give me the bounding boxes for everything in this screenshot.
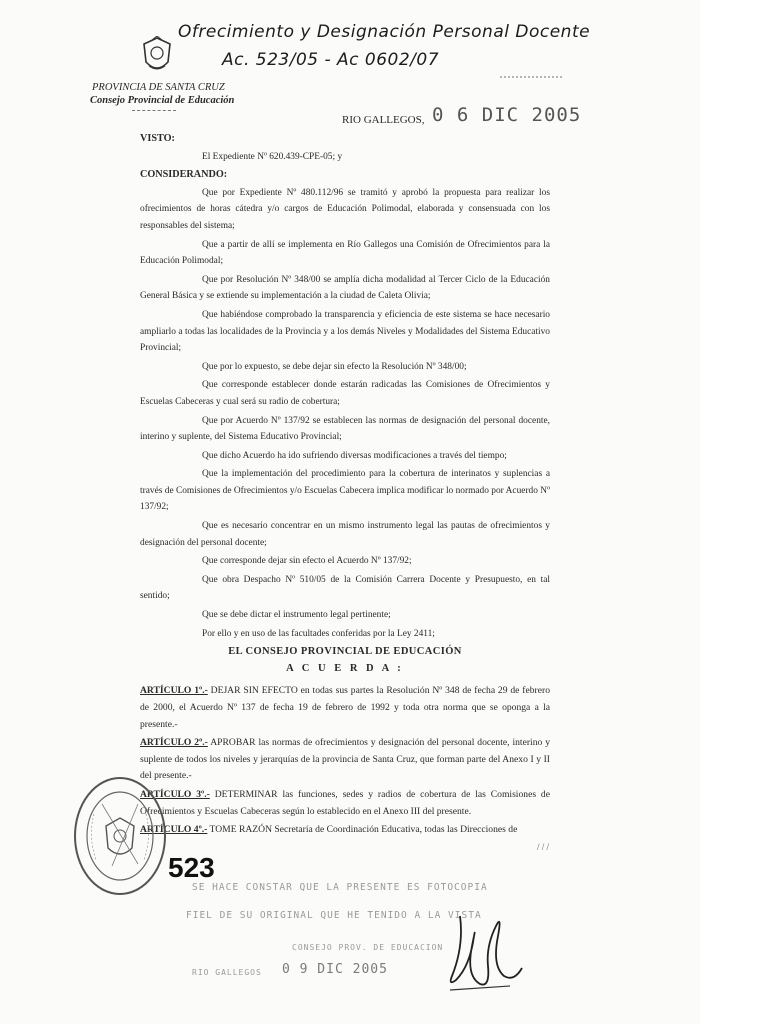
article-title: ARTÍCULO 1º.- — [140, 685, 208, 697]
handwritten-signature-icon — [430, 906, 530, 998]
article-1 — [140, 683, 550, 733]
handwritten-title: Ofrecimiento y Designación Personal Docente — [178, 22, 591, 42]
certification-line-2: FIEL DE SU ORIGINAL QUE HE TENIDO A LA VISTA — [186, 910, 482, 921]
article-title: ARTÍCULO 2º.- — [140, 737, 208, 749]
considerando-paragraph: Que por Resolución Nº 348/00 se amplía dicha modalidad al Tercer Ciclo de la Educación General Básica y se extiende su implementación a la ciudad de Caleta Olivia; — [140, 274, 550, 302]
visto-label: VISTO: — [140, 133, 175, 144]
council-heading: EL CONSEJO PROVINCIAL DE EDUCACIÓN — [228, 646, 462, 658]
considerando-label: CONSIDERANDO: — [140, 169, 228, 181]
margin-scribble — [500, 68, 562, 78]
article-title: ARTÍCULO 3º.- — [140, 788, 210, 800]
considerando-paragraph: Que corresponde dejar sin efecto el Acuerdo Nº 137/92; — [202, 556, 412, 567]
page-continuation-marks: / / / — [537, 842, 550, 852]
certification-line-3: CONSEJO PROV. DE EDUCACION — [292, 943, 444, 952]
considerando-paragraph: Que por lo expuesto, se debe dejar sin efecto la Resolución Nº 348/00; — [202, 361, 467, 372]
certification-place: RIO GALLEGOS — [192, 968, 262, 977]
considerando-paragraph: Que dicho Acuerdo ha ido sufriendo diversas modificaciones a través del tiempo; — [202, 450, 507, 461]
provincial-crest-icon — [140, 36, 174, 76]
article-text: APROBAR las normas de ofrecimientos y designación del personal docente, interino y suplente de todos los niveles y jerarquías de la provincia de Santa Cruz, que forman parte del Anexo I y II del presente.- — [140, 737, 550, 782]
article-2 — [140, 735, 550, 785]
considerando-paragraph: Que la implementación del procedimiento para la cobertura de interinatos y suplencias a través de Comisiones de Ofrecimientos y/o Escuelas Cabecera implica modificar lo normado por Acuerdo Nº 137/92; — [140, 469, 550, 513]
resolution-number: 523 — [168, 852, 215, 883]
article-text: TOME RAZÓN Secretaría de Coordinación Educativa, todas las Direcciones de — [207, 824, 518, 836]
considerando-paragraph: Que es necesario concentrar en un mismo instrumento legal las pautas de ofrecimientos y designación del personal docente; — [140, 521, 550, 548]
considerando-paragraph: Que se debe dictar el instrumento legal pertinente; — [202, 610, 391, 621]
scan-margin — [700, 0, 768, 1024]
document-body — [140, 130, 550, 841]
article-title: ARTÍCULO 4º.- — [140, 824, 208, 836]
considerando-paragraph: Que por Expediente Nº 480.112/96 se tramitó y aprobó la propuesta para realizar los ofrecimientos de horas cátedra y/o cargos de Educación Polimodal, elaborada y consensuada con los responsables del sistema; — [140, 187, 550, 231]
letterhead-divider — [132, 110, 176, 111]
document-place: RIO GALLEGOS, — [342, 114, 425, 126]
considerando-paragraph: Que obra Despacho Nº 510/05 de la Comisión Carrera Docente y Presupuesto, en tal sentido; — [140, 574, 550, 602]
article-4 — [140, 822, 550, 839]
article-text: DEJAR SIN EFECTO en todas sus partes la Resolución Nº 348 de fecha 29 de febrero de 2000, el Acuerdo Nº 137 de fecha 19 de febrero de 1992 y toda otra norma que se oponga a la presente.- — [140, 685, 551, 730]
letterhead-province: PROVINCIA DE SANTA CRUZ — [92, 82, 225, 93]
certification-line-1: SE HACE CONSTAR QUE LA PRESENTE ES FOTOCOPIA — [192, 882, 488, 893]
official-seal-icon — [72, 774, 168, 898]
article-text: DETERMINAR las funciones, sedes y radios de cobertura de las Comisiones de Ofrecimientos y Escuelas Cabeceras según lo establecido en el Anexo III del presente. — [140, 788, 550, 817]
considerando-paragraph: Que a partir de allí se implementa en Río Gallegos una Comisión de Ofrecimientos para la Educación Polimodal; — [140, 239, 550, 267]
article-3 — [140, 787, 550, 820]
certification-date: 0 9 DIC 2005 — [282, 962, 388, 977]
considerando-paragraph: Que por Acuerdo Nº 137/92 se establecen las normas de designación del personal docente, interino y suplente, del Sistema Educativo Provincial; — [140, 415, 550, 443]
acuerda-heading: A C U E R D A : — [286, 662, 404, 674]
considerando-paragraph: Que habiéndose comprobado la transparencia y eficiencia de este sistema se hace necesario ampliarlo a todas las localidades de la Provincia y a los demás Niveles y Modalidades del Sistema Educativo Provincial; — [140, 309, 550, 354]
handwritten-reference: Ac. 523/05 - Ac 0602/07 — [222, 50, 440, 70]
date-stamp: 0 6 DIC 2005 — [432, 104, 582, 126]
letterhead-council: Consejo Provincial de Educación — [90, 95, 235, 106]
considerando-paragraph: Por ello y en uso de las facultades conferidas por la Ley 2411; — [202, 628, 435, 639]
considerando-paragraph: Que corresponde establecer donde estarán radicadas las Comisiones de Ofrecimientos y Escuelas Cabeceras y cual será su radio de cobertura; — [140, 380, 550, 407]
visto-text: El Expediente Nº 620.439-CPE-05; y — [202, 151, 343, 162]
